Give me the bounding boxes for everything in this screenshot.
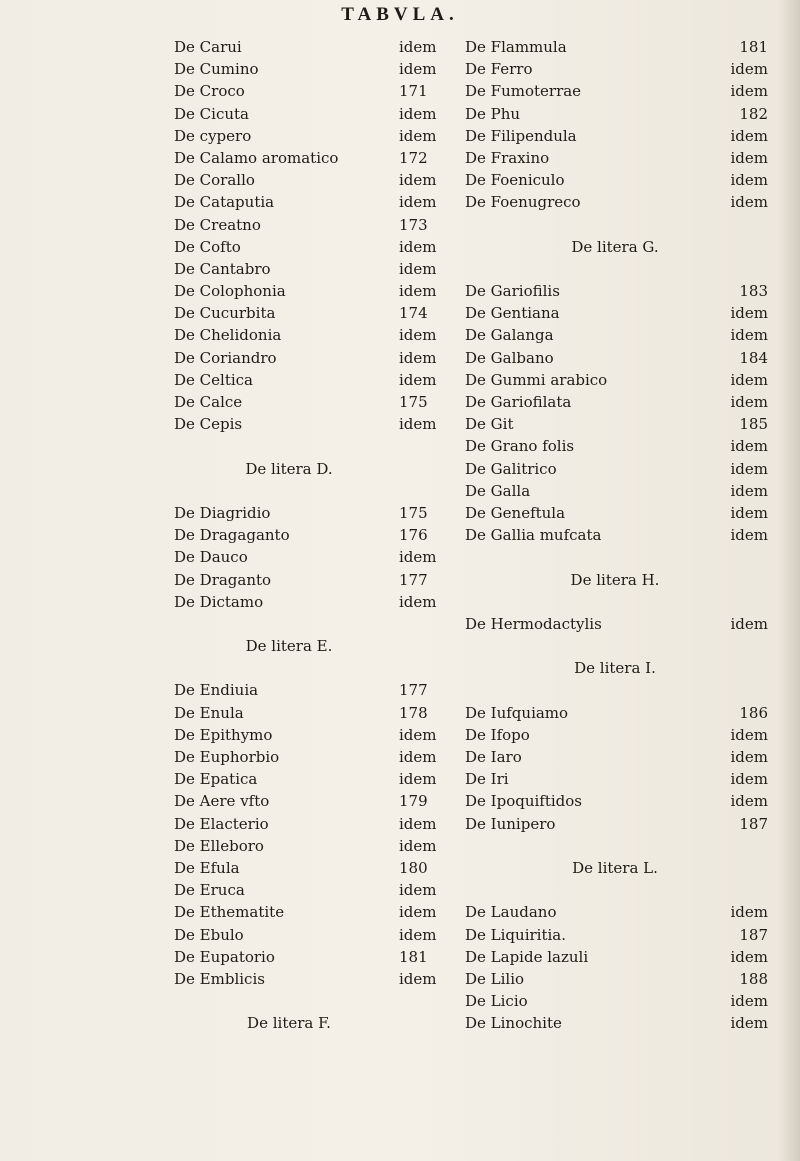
index-entry — [465, 169, 768, 191]
index-entry — [174, 679, 464, 701]
entry-name: De Lilio — [465, 969, 525, 988]
entry-page-ref: idem — [399, 881, 437, 900]
entry-page-ref: idem — [399, 925, 437, 944]
index-entry — [465, 435, 768, 457]
index-entry — [465, 58, 768, 80]
entry-name: De Gariofilis — [465, 282, 560, 301]
entry-name: De Cantabro — [174, 259, 271, 278]
entry-name: De Dauco — [174, 548, 248, 567]
blank-line — [174, 435, 464, 457]
index-entry — [465, 502, 768, 524]
entry-page-ref: idem — [730, 437, 768, 456]
entry-name: De Galla — [465, 481, 531, 500]
blank-line — [174, 613, 464, 635]
entry-name: De Ethematite — [174, 903, 285, 922]
entry-name: De Galbano — [465, 348, 554, 367]
blank-line — [465, 679, 768, 701]
entry-page-ref: idem — [730, 481, 768, 500]
entry-page-ref: idem — [399, 126, 437, 145]
entry-page-ref: 184 — [739, 348, 768, 367]
entry-page-ref: idem — [730, 748, 768, 766]
page-title: TABVLA. — [341, 4, 459, 25]
index-entry — [174, 302, 464, 324]
index-entry — [174, 147, 464, 169]
index-entry — [174, 347, 464, 369]
entry-name: De Efula — [174, 858, 240, 877]
entry-name: De Epithymo — [174, 725, 273, 744]
index-entry — [465, 458, 768, 480]
entry-page-ref: idem — [730, 370, 768, 389]
entry-page-ref: idem — [730, 459, 768, 478]
entry-name: De Ferro — [465, 60, 533, 79]
letter-heading-text: De litera E. — [245, 637, 333, 656]
index-entry — [174, 413, 464, 435]
entry-name: De Cepis — [174, 415, 243, 434]
index-entry — [465, 125, 768, 147]
letter-heading — [174, 635, 464, 657]
entry-name: De Gentiana — [465, 304, 560, 323]
entry-name: De Grano folis — [465, 437, 575, 456]
entry-name: De Diagridio — [174, 503, 271, 522]
blank-line — [465, 214, 768, 236]
entry-name: De Ebulo — [174, 925, 244, 944]
entry-name: De Gummi arabico — [465, 370, 608, 389]
entry-name: De Emblicis — [174, 969, 265, 988]
entry-name: De Gariofilata — [465, 393, 572, 411]
index-entry — [174, 80, 464, 102]
index-entry — [174, 103, 464, 125]
index-entry — [465, 80, 768, 102]
letter-heading — [465, 236, 768, 258]
index-entry — [465, 191, 768, 213]
entry-name: De cypero — [174, 126, 252, 145]
entry-page-ref: idem — [730, 792, 768, 811]
index-entry — [174, 214, 464, 236]
entry-page-ref: 180 — [399, 858, 428, 877]
entry-page-ref: idem — [399, 237, 437, 256]
index-entry — [465, 746, 768, 768]
index-entry — [465, 391, 768, 413]
index-entry — [174, 946, 464, 968]
entry-name: De Ifopo — [465, 725, 530, 744]
blank-line — [465, 835, 768, 857]
entry-page-ref: idem — [730, 947, 768, 966]
entry-page-ref: idem — [399, 104, 437, 123]
index-entry — [465, 413, 768, 435]
entry-page-ref: 174 — [399, 304, 428, 323]
entry-name: De Galitrico — [465, 459, 557, 478]
entry-name: De Celtica — [174, 370, 253, 389]
entry-name: De Calamo aromatico — [174, 148, 339, 167]
entry-name: De Iunipero — [465, 814, 556, 833]
index-entry — [465, 280, 768, 302]
entry-page-ref: idem — [399, 348, 437, 367]
index-entry — [465, 724, 768, 746]
entry-page-ref: 187 — [739, 814, 768, 833]
index-entry — [465, 302, 768, 324]
entry-page-ref: idem — [399, 60, 437, 79]
entry-name: De Phu — [465, 104, 521, 123]
index-entry — [465, 524, 768, 546]
right-index-column — [465, 36, 768, 1034]
letter-heading — [465, 657, 768, 679]
entry-page-ref: idem — [399, 548, 437, 567]
index-entry — [174, 546, 464, 568]
index-entry — [174, 524, 464, 546]
entry-name: De Cicuta — [174, 104, 249, 123]
entry-name: De Filipendula — [465, 126, 577, 145]
entry-page-ref: idem — [399, 725, 437, 744]
index-entry — [174, 724, 464, 746]
entry-name: De Fumoterrae — [465, 82, 582, 101]
letter-heading-text: De litera D. — [245, 459, 333, 478]
entry-name: De Endiuia — [174, 681, 259, 700]
index-entry — [174, 391, 464, 413]
letter-heading — [174, 458, 464, 480]
entry-page-ref: idem — [730, 1014, 768, 1033]
entry-page-ref: idem — [399, 748, 437, 766]
entry-name: De Git — [465, 415, 514, 434]
index-entry — [465, 702, 768, 724]
entry-page-ref: idem — [399, 814, 437, 833]
entry-page-ref: idem — [730, 304, 768, 323]
entry-name: De Linochite — [465, 1014, 562, 1033]
entry-name: De Elleboro — [174, 836, 264, 855]
entry-name: De Laudano — [465, 903, 557, 922]
entry-page-ref: idem — [730, 60, 768, 79]
left-index-column — [174, 36, 464, 1034]
index-entry — [174, 924, 464, 946]
entry-name: De Elacterio — [174, 814, 269, 833]
entry-page-ref: 172 — [399, 148, 428, 167]
index-entry — [174, 591, 464, 613]
entry-name: De Fraxino — [465, 148, 550, 167]
entry-name: De Carui — [174, 38, 242, 56]
entry-name: De Hermodactylis — [465, 614, 602, 633]
index-entry — [465, 790, 768, 812]
index-entry — [174, 768, 464, 790]
entry-name: De Cataputia — [174, 193, 275, 212]
entry-name: De Enula — [174, 703, 244, 722]
entry-page-ref: 176 — [399, 526, 428, 545]
index-entry — [174, 125, 464, 147]
entry-page-ref: 188 — [739, 969, 768, 988]
entry-name: De Eupatorio — [174, 947, 275, 966]
entry-page-ref: 178 — [399, 703, 428, 722]
index-entry — [174, 58, 464, 80]
entry-page-ref: idem — [730, 126, 768, 145]
entry-name: De Corallo — [174, 171, 255, 190]
blank-line — [174, 657, 464, 679]
entry-page-ref: idem — [730, 903, 768, 922]
entry-name: De Chelidonia — [174, 326, 282, 345]
entry-page-ref: 177 — [399, 681, 428, 700]
entry-page-ref: idem — [399, 836, 437, 855]
entry-name: De Epatica — [174, 770, 258, 789]
entry-page-ref: 171 — [399, 82, 428, 101]
entry-page-ref: idem — [730, 326, 768, 345]
index-entry — [465, 324, 768, 346]
entry-page-ref: idem — [730, 526, 768, 545]
entry-name: De Aere vfto — [174, 792, 270, 811]
letter-heading-text: De litera I. — [574, 659, 656, 678]
entry-name: De Eruca — [174, 881, 245, 900]
entry-page-ref: 175 — [399, 503, 428, 522]
blank-line — [174, 990, 464, 1012]
index-entry — [465, 103, 768, 125]
entry-page-ref: idem — [730, 171, 768, 190]
index-entry — [465, 36, 768, 58]
entry-page-ref: 181 — [739, 38, 768, 56]
entry-name: De Galanga — [465, 326, 554, 345]
entry-name: De Draganto — [174, 570, 272, 589]
letter-heading-text: De litera L. — [572, 858, 658, 877]
blank-line — [465, 635, 768, 657]
index-entry — [465, 347, 768, 369]
entry-page-ref: 186 — [739, 703, 768, 722]
entry-name: De Calce — [174, 393, 243, 411]
index-entry — [174, 236, 464, 258]
entry-page-ref: idem — [399, 171, 437, 190]
entry-page-ref: idem — [730, 82, 768, 101]
entry-name: De Colophonia — [174, 282, 286, 301]
entry-name: De Croco — [174, 82, 245, 101]
entry-name: De Cumino — [174, 60, 259, 79]
entry-page-ref: idem — [730, 193, 768, 212]
entry-name: De Liquiritia. — [465, 925, 566, 944]
index-entry — [174, 569, 464, 591]
index-entry — [465, 968, 768, 990]
entry-page-ref: 177 — [399, 570, 428, 589]
entry-name: De Creatno — [174, 215, 261, 234]
index-entry — [174, 857, 464, 879]
entry-page-ref: 175 — [399, 393, 428, 411]
entry-name: De Euphorbio — [174, 748, 280, 766]
index-entry — [174, 813, 464, 835]
entry-name: De Gallia mufcata — [465, 526, 602, 545]
entry-page-ref: 187 — [739, 925, 768, 944]
entry-page-ref: idem — [399, 770, 437, 789]
letter-heading-text: De litera F. — [247, 1014, 331, 1033]
index-entry — [174, 702, 464, 724]
index-entry — [174, 901, 464, 923]
entry-name: De Ipoquiftidos — [465, 792, 582, 811]
entry-page-ref: idem — [730, 393, 768, 411]
entry-page-ref: idem — [399, 193, 437, 212]
blank-line — [465, 591, 768, 613]
letter-heading — [465, 569, 768, 591]
entry-name: De Cucurbita — [174, 304, 276, 323]
entry-page-ref: idem — [730, 725, 768, 744]
entry-page-ref: 179 — [399, 792, 428, 811]
index-entry — [174, 36, 464, 58]
entry-name: De Coriandro — [174, 348, 277, 367]
index-entry — [174, 502, 464, 524]
index-entry — [174, 968, 464, 990]
entry-page-ref: idem — [399, 326, 437, 345]
entry-page-ref: idem — [730, 992, 768, 1011]
index-entry — [174, 324, 464, 346]
entry-page-ref: 183 — [739, 282, 768, 301]
letter-heading-text: De litera G. — [571, 237, 659, 256]
letter-heading — [174, 1012, 464, 1034]
entry-name: De Flammula — [465, 38, 567, 56]
letter-heading — [465, 857, 768, 879]
entry-page-ref: idem — [399, 903, 437, 922]
entry-page-ref: idem — [730, 770, 768, 789]
entry-page-ref: idem — [399, 415, 437, 434]
entry-page-ref: 185 — [739, 415, 768, 434]
index-entry — [174, 191, 464, 213]
entry-page-ref: idem — [399, 592, 437, 611]
entry-page-ref: idem — [399, 282, 437, 301]
index-entry — [174, 746, 464, 768]
index-entry — [174, 835, 464, 857]
index-entry — [465, 901, 768, 923]
blank-line — [465, 258, 768, 280]
index-entry — [465, 990, 768, 1012]
entry-name: De Dictamo — [174, 592, 264, 611]
entry-name: De Iaro — [465, 748, 522, 766]
index-entry — [174, 280, 464, 302]
entry-page-ref: 173 — [399, 215, 428, 234]
page-edge-shadow — [778, 0, 800, 1161]
blank-line — [465, 546, 768, 568]
index-entry — [465, 480, 768, 502]
entry-name: De Cofto — [174, 237, 241, 256]
index-entry — [465, 369, 768, 391]
entry-page-ref: idem — [399, 370, 437, 389]
blank-line — [174, 480, 464, 502]
index-entry — [465, 768, 768, 790]
blank-line — [465, 879, 768, 901]
entry-page-ref: idem — [399, 38, 437, 56]
entry-page-ref: idem — [730, 148, 768, 167]
index-entry — [465, 924, 768, 946]
index-entry — [465, 813, 768, 835]
index-entry — [465, 613, 768, 635]
index-entry — [174, 169, 464, 191]
entry-page-ref: 182 — [739, 104, 768, 123]
entry-name: De Foeniculo — [465, 171, 565, 190]
index-entry — [174, 258, 464, 280]
index-entry — [465, 946, 768, 968]
entry-page-ref: idem — [399, 259, 437, 278]
entry-page-ref: 181 — [399, 947, 428, 966]
index-entry — [174, 369, 464, 391]
entry-page-ref: idem — [730, 614, 768, 633]
entry-name: De Foenugreco — [465, 193, 581, 212]
entry-name: De Geneftula — [465, 503, 566, 522]
entry-name: De Iri — [465, 770, 509, 789]
index-entry — [465, 147, 768, 169]
entry-name: De Lapide lazuli — [465, 947, 589, 966]
entry-page-ref: idem — [399, 969, 437, 988]
index-entry — [174, 879, 464, 901]
entry-name: De Iufquiamo — [465, 703, 569, 722]
entry-name: De Licio — [465, 992, 528, 1011]
index-entry — [465, 1012, 768, 1034]
index-entry — [174, 790, 464, 812]
entry-name: De Dragaganto — [174, 526, 290, 545]
letter-heading-text: De litera H. — [570, 570, 660, 589]
entry-page-ref: idem — [730, 503, 768, 522]
